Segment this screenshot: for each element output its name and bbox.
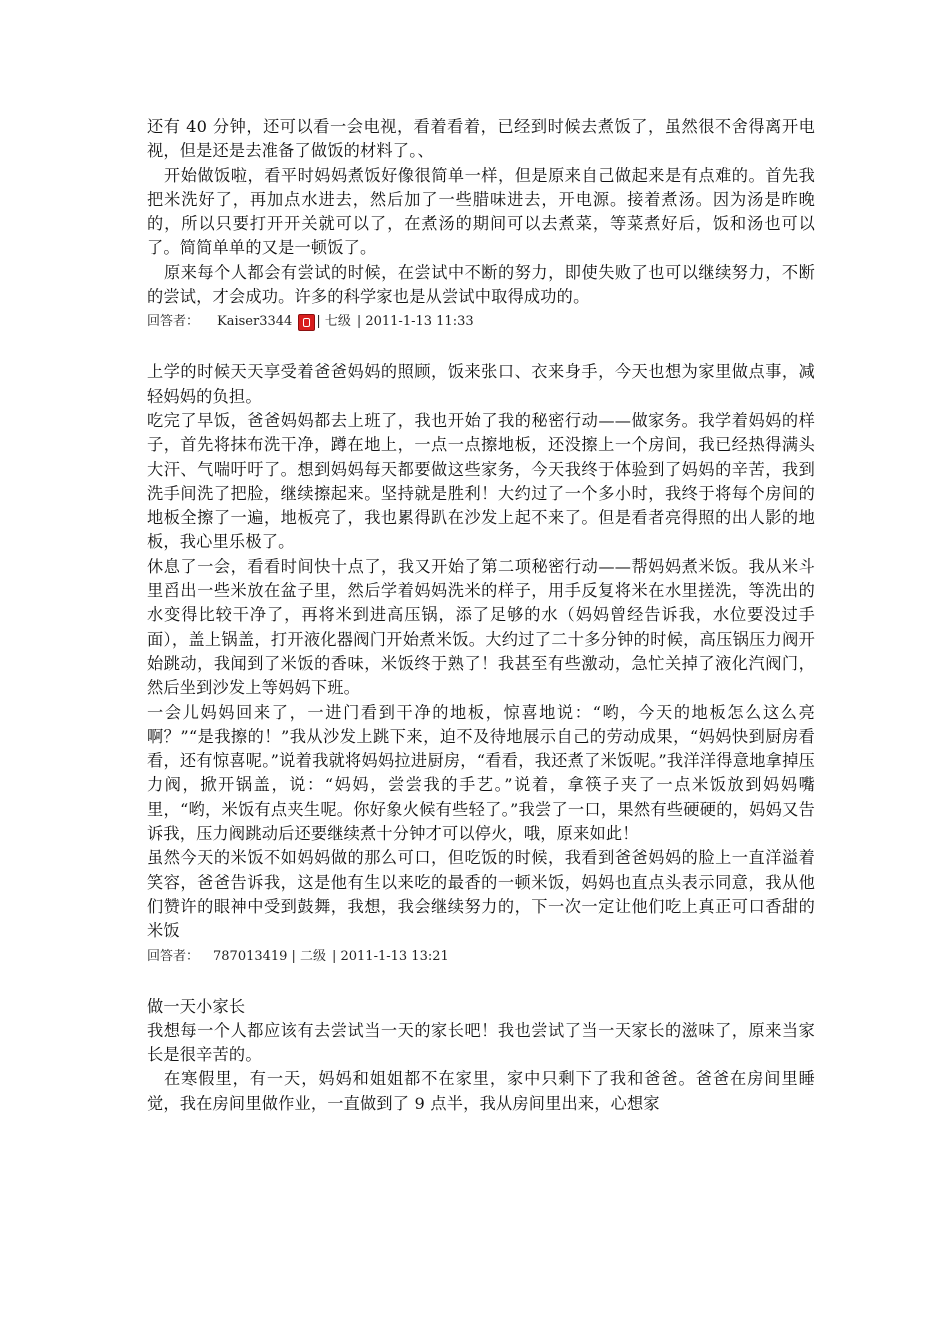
answer-block-2 [147,360,815,968]
paragraph: 虽然今天的米饭不如妈妈做的那么可口，但吃饭的时候，我看到爸爸妈妈的脸上一直洋溢着笑容，爸爸告诉我，这是他有生以来吃的最香的一顿米饭，妈妈也直点头表示同意，我从他们赞许的眼神中受到鼓舞，我想，我会继续努力的，下一次一定让他们吃上真正可口香甜的米饭 [147,848,815,941]
answer-block-3 [147,995,815,1116]
answerer-username[interactable]: 787013419 [213,948,288,964]
paragraph: 吃完了早饭，爸爸妈妈都去上班了，我也开始了我的秘密行动——做家务。我学着妈妈的样子，首先将抹布洗干净，蹲在地上，一点一点擦地板，还没擦上一个房间，我已经热得满头大汗、气喘吁吁了。想到妈妈每天都要做这些家务，今天我终于体验到了妈妈的辛苦，我到洗手间洗了把脸，继续擦起来。坚持就是胜利！大约过了一个多小时，我终于将每个房间的地板全擦了一遍，地板亮了，我也累得趴在沙发上起不来了。但是看者亮得照的出人影的地板，我心里乐极了。 [147,410,815,552]
answerer-username[interactable]: Kaiser3344 [217,314,293,330]
answer-timestamp: | 2011-1-13 13:21 [331,948,449,964]
answer-meta [147,945,815,969]
answerer-level: | 二级 [291,948,326,964]
answer-block-1 [147,115,815,334]
answerer-label: 回答者： [147,948,200,964]
answer-timestamp: | 2011-1-13 11:33 [356,314,474,330]
divider-space [147,334,815,360]
paragraph: 在寒假里，有一天，妈妈和姐姐都不在家里，家中只剩下了我和爸爸。爸爸在房间里睡觉，我在房间里做作业，一直做到了 9 点半，我从房间里出来，心想家 [147,1069,815,1113]
paragraph: 我想每一个人都应该有去尝试当一天的家长吧！我也尝试了当一天家长的滋味了，原来当家长是很辛苦的。 [147,1020,815,1065]
paragraph: 一会儿妈妈回来了，一进门看到干净的地板，惊喜地说：“哟，今天的地板怎么这么亮啊？”“是我擦的！”我从沙发上跳下来，迫不及待地展示自己的劳动成果，“妈妈快到厨房看看，还有惊喜呢。”说着我就将妈妈拉进厨房，“看看，我还煮了米饭呢。”我洋洋得意地拿掉压力阀，掀开锅盖，说：“妈妈，尝尝我的手艺。”说着，拿筷子夹了一点米饭放到妈妈嘴里，“哟，米饭有点夹生呢。你好象火候有些轻了。”我尝了一口，果然有些硬硬的，妈妈又告诉我，压力阀跳动后还要继续煮十分钟才可以停火，哦，原来如此！ [147,702,815,844]
paragraph: 上学的时候天天享受着爸爸妈妈的照顾，饭来张口、衣来身手，今天也想为家里做点事，减轻妈妈的负担。 [147,362,815,406]
answer-meta [147,310,815,334]
paragraph: 休息了一会，看看时间快十点了，我又开始了第二项秘密行动——帮妈妈煮米饭。我从米斗里舀出一些米放在盆子里，然后学着妈妈洗米的样子，用手反复将米在水里搓洗，等洗出的水变得比较干净了，再将米到进高压锅，添了足够的水（妈妈曾经告诉我，水位要没过手面），盖上锅盖，打开液化器阀门开始煮米饭。大约过了二十多分钟的时候，高压锅压力阀开始跳动，我闻到了米饭的香味，米饭终于熟了！我甚至有些激动，急忙关掉了液化汽阀门，然后坐到沙发上等妈妈下班。 [147,556,815,698]
answers-content [147,115,815,1116]
paragraph: 还有 40 分钟，还可以看一会电视，看着看着，已经到时候去煮饭了，虽然很不舍得离开电视，但是还是去准备了做饭的材料了。、 [147,117,815,161]
essay-title: 做一天小家长 [147,996,246,1016]
paragraph: 原来每个人都会有尝试的时候，在尝试中不断的努力，即使失败了也可以继续努力，不断的尝试，才会成功。许多的科学家也是从尝试中取得成功的。 [147,262,815,307]
answerer-label: 回答者： [147,314,200,330]
paragraph: 开始做饭啦，看平时妈妈煮饭好像很简单一样，但是原来自己做起来是有点难的。首先我把米洗好了，再加点水进去，然后加了一些腊味进去，开电源。接着煮汤。因为汤是昨晚的，所以只要打开开关就可以了，在煮汤的期间可以去煮菜，等菜煮好后，饭和汤也可以了。简简单单的又是一顿饭了。 [147,165,815,258]
red-level-badge-icon [298,314,315,331]
divider-space [147,969,815,995]
answerer-level: | 七级 [316,314,351,330]
